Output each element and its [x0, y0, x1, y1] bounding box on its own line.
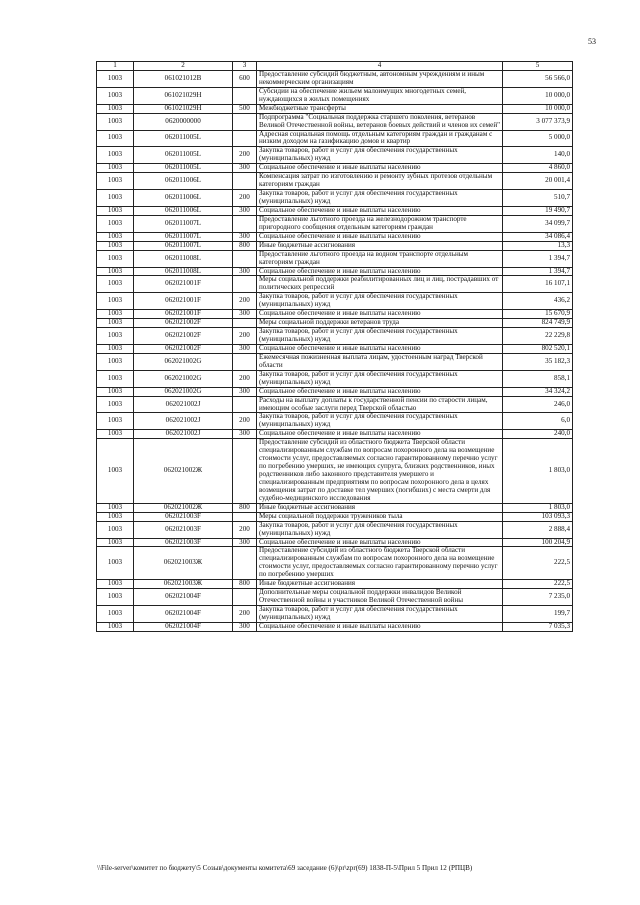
- cell-expense-type: 300: [233, 622, 257, 631]
- cell-expense-type: 300: [233, 310, 257, 319]
- table-row: [97, 589, 573, 606]
- cell-description: Предоставление льготного проезда на железнодорожном транспорте пригородного сообщения отдельным категориям граждан: [257, 215, 503, 232]
- cell-amount: 3 077 373,9: [503, 113, 573, 130]
- cell-target-article: 062021002J: [134, 396, 233, 413]
- cell-section-code: 1003: [97, 276, 134, 293]
- cell-description: Закупка товаров, работ и услуг для обеспечения государственных (муниципальных) нужд: [257, 328, 503, 345]
- cell-section-code: 1003: [97, 606, 134, 623]
- header-col-1: 1: [97, 62, 134, 71]
- table-row: [97, 250, 573, 267]
- cell-section-code: 1003: [97, 250, 134, 267]
- cell-description: Меры социальной поддержки ветеранов труда: [257, 319, 503, 328]
- cell-expense-type: 300: [233, 164, 257, 173]
- cell-description: Ежемесячная пожизненная выплата лицам, удостоенным наград Тверской области: [257, 353, 503, 370]
- cell-amount: 222,5: [503, 547, 573, 580]
- cell-expense-type: 300: [233, 267, 257, 276]
- cell-expense-type: [233, 512, 257, 521]
- cell-amount: 6,0: [503, 413, 573, 430]
- table-row: [97, 293, 573, 310]
- cell-expense-type: 300: [233, 387, 257, 396]
- cell-amount: 20 001,4: [503, 173, 573, 190]
- cell-amount: 510,7: [503, 190, 573, 207]
- cell-description: Меры социальной поддержки тружеников тыла: [257, 512, 503, 521]
- cell-description: Дополнительные меры социальной поддержки инвалидов Великой Отечественной войны и участников Великой Отечественной войны: [257, 589, 503, 606]
- cell-expense-type: 300: [233, 206, 257, 215]
- cell-target-article: 062011005L: [134, 130, 233, 147]
- cell-description: Иные бюджетные ассигнования: [257, 503, 503, 512]
- header-col-4: 4: [257, 62, 503, 71]
- cell-target-article: 062021002Ж: [134, 503, 233, 512]
- cell-amount: 34 086,4: [503, 232, 573, 241]
- cell-section-code: 1003: [97, 521, 134, 538]
- cell-target-article: 062011007L: [134, 241, 233, 250]
- cell-section-code: 1003: [97, 173, 134, 190]
- cell-amount: 103 093,3: [503, 512, 573, 521]
- cell-description: Субсидии на обеспечение жильем малоимущих многодетных семей, нуждающихся в жилых помещениях: [257, 87, 503, 104]
- cell-target-article: 062021002Ж: [134, 439, 233, 504]
- table-row: [97, 503, 573, 512]
- cell-target-article: 0620000000: [134, 113, 233, 130]
- cell-target-article: 062021002G: [134, 387, 233, 396]
- cell-section-code: 1003: [97, 580, 134, 589]
- table-body: [97, 62, 573, 632]
- header-col-5: 5: [503, 62, 573, 71]
- cell-description: Закупка товаров, работ и услуг для обеспечения государственных (муниципальных) нужд: [257, 147, 503, 164]
- cell-amount: 34 324,2: [503, 387, 573, 396]
- cell-target-article: 062011007L: [134, 215, 233, 232]
- cell-target-article: 062021001F: [134, 310, 233, 319]
- cell-expense-type: 300: [233, 232, 257, 241]
- cell-description: Расходы на выплату доплаты к государственной пенсии по старости лицам, имеющим особые заслуги перед Тверской областью: [257, 396, 503, 413]
- cell-description: Закупка товаров, работ и услуг для обеспечения государственных (муниципальных) нужд: [257, 521, 503, 538]
- cell-description: Социальное обеспечение и иные выплаты населению: [257, 387, 503, 396]
- cell-amount: 1 394,7: [503, 250, 573, 267]
- cell-expense-type: [233, 353, 257, 370]
- table-row: [97, 328, 573, 345]
- cell-amount: 56 566,0: [503, 70, 573, 87]
- cell-section-code: 1003: [97, 130, 134, 147]
- cell-expense-type: 800: [233, 580, 257, 589]
- cell-section-code: 1003: [97, 344, 134, 353]
- cell-target-article: 062021002F: [134, 319, 233, 328]
- cell-target-article: 062011007L: [134, 232, 233, 241]
- cell-amount: 35 182,3: [503, 353, 573, 370]
- table-row: [97, 413, 573, 430]
- cell-amount: 1 803,0: [503, 439, 573, 504]
- cell-description: Меры социальной поддержки реабилитированных лиц и лиц, пострадавших от политических репрессий: [257, 276, 503, 293]
- cell-expense-type: [233, 439, 257, 504]
- cell-target-article: 062021003F: [134, 538, 233, 547]
- cell-section-code: 1003: [97, 293, 134, 310]
- cell-amount: 858,1: [503, 370, 573, 387]
- cell-expense-type: 200: [233, 413, 257, 430]
- cell-description: Предоставление льготного проезда на водном транспорте отдельным категориям граждан: [257, 250, 503, 267]
- cell-section-code: 1003: [97, 622, 134, 631]
- cell-description: Предоставление субсидий из областного бюджета Тверской области специализированным службам по вопросам похоронного дела на возмещение стоимости услуг, предоставляемых согласно гарантированному перечню услуг по погребению умерших, не имеющих супруга, близких родственников, иных родственников либо законного представителя умершего и специализированным предприятиям по вопросам похоронного дела в целях возмещения затрат по доставке тел умерших (погибших) с места смерти для судебно-медицинского исследования: [257, 439, 503, 504]
- cell-target-article: 062021004F: [134, 589, 233, 606]
- cell-target-article: 062011005L: [134, 147, 233, 164]
- cell-expense-type: [233, 173, 257, 190]
- cell-section-code: 1003: [97, 267, 134, 276]
- cell-section-code: 1003: [97, 164, 134, 173]
- cell-expense-type: [233, 87, 257, 104]
- cell-amount: 10 000,0: [503, 87, 573, 104]
- cell-description: Социальное обеспечение и иные выплаты населению: [257, 310, 503, 319]
- cell-expense-type: [233, 396, 257, 413]
- cell-target-article: 062021003F: [134, 512, 233, 521]
- table-row: [97, 370, 573, 387]
- cell-section-code: 1003: [97, 87, 134, 104]
- cell-target-article: 062021003Ж: [134, 547, 233, 580]
- cell-amount: 824 749,9: [503, 319, 573, 328]
- cell-amount: 199,7: [503, 606, 573, 623]
- cell-amount: 802 520,1: [503, 344, 573, 353]
- table-row: [97, 319, 573, 328]
- cell-section-code: 1003: [97, 206, 134, 215]
- table-row: [97, 512, 573, 521]
- cell-target-article: 062011008L: [134, 267, 233, 276]
- cell-expense-type: 300: [233, 344, 257, 353]
- cell-description: Социальное обеспечение и иные выплаты населению: [257, 206, 503, 215]
- cell-target-article: 062021002J: [134, 430, 233, 439]
- cell-section-code: 1003: [97, 328, 134, 345]
- cell-description: Иные бюджетные ассигнования: [257, 241, 503, 250]
- cell-target-article: 062021003F: [134, 521, 233, 538]
- table-row: [97, 206, 573, 215]
- cell-section-code: 1003: [97, 70, 134, 87]
- table-row: [97, 104, 573, 113]
- cell-amount: 34 099,7: [503, 215, 573, 232]
- cell-amount: 19 490,7: [503, 206, 573, 215]
- table-row: [97, 276, 573, 293]
- cell-amount: 246,0: [503, 396, 573, 413]
- cell-target-article: 062021002F: [134, 344, 233, 353]
- cell-amount: 436,2: [503, 293, 573, 310]
- cell-amount: 15 670,9: [503, 310, 573, 319]
- table-row: [97, 521, 573, 538]
- cell-description: Социальное обеспечение и иные выплаты населению: [257, 267, 503, 276]
- cell-amount: 2 888,4: [503, 521, 573, 538]
- cell-amount: 222,5: [503, 580, 573, 589]
- cell-description: Социальное обеспечение и иные выплаты населению: [257, 232, 503, 241]
- cell-amount: 13,3: [503, 241, 573, 250]
- cell-target-article: 062021004F: [134, 606, 233, 623]
- cell-section-code: 1003: [97, 538, 134, 547]
- table-row: [97, 310, 573, 319]
- budget-table: [96, 61, 573, 632]
- cell-amount: 5 000,0: [503, 130, 573, 147]
- cell-section-code: 1003: [97, 503, 134, 512]
- cell-target-article: 062021003Ж: [134, 580, 233, 589]
- cell-section-code: 1003: [97, 310, 134, 319]
- cell-amount: 10 000,0: [503, 104, 573, 113]
- cell-section-code: 1003: [97, 413, 134, 430]
- cell-expense-type: 800: [233, 503, 257, 512]
- cell-description: Закупка товаров, работ и услуг для обеспечения государственных (муниципальных) нужд: [257, 413, 503, 430]
- cell-section-code: 1003: [97, 589, 134, 606]
- cell-amount: 7 235,0: [503, 589, 573, 606]
- cell-target-article: 062011006L: [134, 206, 233, 215]
- page-number: 53: [588, 37, 596, 46]
- cell-expense-type: [233, 113, 257, 130]
- cell-description: Закупка товаров, работ и услуг для обеспечения государственных (муниципальных) нужд: [257, 370, 503, 387]
- cell-target-article: 062011008L: [134, 250, 233, 267]
- cell-amount: 240,0: [503, 430, 573, 439]
- cell-target-article: 062021001F: [134, 293, 233, 310]
- cell-expense-type: [233, 276, 257, 293]
- cell-description: Подпрограмма "Социальная поддержка старшего поколения, ветеранов Великой Отечественной войны, ветеранов боевых действий и членов их семей": [257, 113, 503, 130]
- cell-expense-type: [233, 319, 257, 328]
- cell-description: Закупка товаров, работ и услуг для обеспечения государственных (муниципальных) нужд: [257, 606, 503, 623]
- cell-target-article: 062021001F: [134, 276, 233, 293]
- cell-section-code: 1003: [97, 439, 134, 504]
- cell-description: Социальное обеспечение и иные выплаты населению: [257, 430, 503, 439]
- table-row: [97, 70, 573, 87]
- table-row: [97, 267, 573, 276]
- table-row: [97, 87, 573, 104]
- header-col-2: 2: [134, 62, 233, 71]
- table-row: [97, 622, 573, 631]
- cell-target-article: 062021002G: [134, 370, 233, 387]
- cell-expense-type: [233, 130, 257, 147]
- cell-target-article: 062011005L: [134, 164, 233, 173]
- cell-target-article: 062021002J: [134, 413, 233, 430]
- table-row: [97, 130, 573, 147]
- cell-description: Социальное обеспечение и иные выплаты населению: [257, 164, 503, 173]
- table-row: [97, 113, 573, 130]
- cell-amount: 4 860,0: [503, 164, 573, 173]
- cell-amount: 16 107,1: [503, 276, 573, 293]
- cell-description: Межбюджетные трансферты: [257, 104, 503, 113]
- cell-section-code: 1003: [97, 147, 134, 164]
- cell-expense-type: 200: [233, 521, 257, 538]
- cell-target-article: 062021002G: [134, 353, 233, 370]
- table-row: [97, 164, 573, 173]
- cell-amount: 1 394,7: [503, 267, 573, 276]
- table-row: [97, 353, 573, 370]
- table-row: [97, 439, 573, 504]
- cell-target-article: 061021029Н: [134, 87, 233, 104]
- table-row: [97, 232, 573, 241]
- cell-amount: 140,0: [503, 147, 573, 164]
- cell-expense-type: 200: [233, 147, 257, 164]
- cell-section-code: 1003: [97, 387, 134, 396]
- cell-expense-type: 200: [233, 606, 257, 623]
- table-row: [97, 173, 573, 190]
- cell-description: Закупка товаров, работ и услуг для обеспечения государственных (муниципальных) нужд: [257, 293, 503, 310]
- cell-description: Социальное обеспечение и иные выплаты населению: [257, 622, 503, 631]
- cell-expense-type: 200: [233, 293, 257, 310]
- cell-section-code: 1003: [97, 232, 134, 241]
- cell-expense-type: 300: [233, 430, 257, 439]
- cell-target-article: 061021012B: [134, 70, 233, 87]
- cell-section-code: 1003: [97, 190, 134, 207]
- cell-expense-type: [233, 215, 257, 232]
- cell-description: Предоставление субсидий бюджетным, автономным учреждениям и иным некоммерческим организациям: [257, 70, 503, 87]
- table-row: [97, 241, 573, 250]
- table-row: [97, 396, 573, 413]
- cell-section-code: 1003: [97, 215, 134, 232]
- cell-section-code: 1003: [97, 396, 134, 413]
- cell-expense-type: 200: [233, 190, 257, 207]
- cell-section-code: 1003: [97, 104, 134, 113]
- cell-description: Адресная социальная помощь отдельным категориям граждан и гражданам с низким доходом на газификацию домов и квартир: [257, 130, 503, 147]
- cell-expense-type: [233, 250, 257, 267]
- cell-amount: 22 229,8: [503, 328, 573, 345]
- cell-section-code: 1003: [97, 370, 134, 387]
- cell-expense-type: 800: [233, 241, 257, 250]
- cell-expense-type: 200: [233, 370, 257, 387]
- cell-expense-type: 200: [233, 328, 257, 345]
- cell-section-code: 1003: [97, 512, 134, 521]
- cell-target-article: 062021004F: [134, 622, 233, 631]
- table-row: [97, 580, 573, 589]
- cell-section-code: 1003: [97, 547, 134, 580]
- cell-section-code: 1003: [97, 319, 134, 328]
- cell-expense-type: [233, 589, 257, 606]
- cell-target-article: 062021002F: [134, 328, 233, 345]
- table-row: [97, 606, 573, 623]
- cell-description: Закупка товаров, работ и услуг для обеспечения государственных (муниципальных) нужд: [257, 190, 503, 207]
- cell-expense-type: 500: [233, 104, 257, 113]
- cell-expense-type: [233, 547, 257, 580]
- footer-file-path: \\File-server\комитет по бюджету\5 Созыв\документы комитета\69 заседание (6)\pr\zpr(69) 1838-П-5\Прил 5 Прил 12 (РПЦВ): [97, 864, 473, 872]
- cell-description: Социальное обеспечение и иные выплаты населению: [257, 344, 503, 353]
- cell-section-code: 1003: [97, 353, 134, 370]
- cell-section-code: 1003: [97, 113, 134, 130]
- cell-description: Компенсация затрат по изготовлению и ремонту зубных протезов отдельным категориям граждан: [257, 173, 503, 190]
- table-row: [97, 344, 573, 353]
- cell-amount: 7 035,3: [503, 622, 573, 631]
- cell-target-article: 061021029Н: [134, 104, 233, 113]
- cell-section-code: 1003: [97, 430, 134, 439]
- cell-section-code: 1003: [97, 241, 134, 250]
- cell-amount: 1 803,0: [503, 503, 573, 512]
- cell-description: Предоставление субсидий из областного бюджета Тверской области специализированным службам по вопросам похоронного дела на возмещение стоимости услуг, предоставляемых согласно гарантированному перечню услуг по погребению умерших: [257, 547, 503, 580]
- cell-expense-type: 600: [233, 70, 257, 87]
- cell-amount: 100 204,9: [503, 538, 573, 547]
- table-row: [97, 387, 573, 396]
- table-row: [97, 430, 573, 439]
- table-row: [97, 538, 573, 547]
- table-header-row: [97, 62, 573, 71]
- cell-target-article: 062011006L: [134, 190, 233, 207]
- cell-expense-type: 300: [233, 538, 257, 547]
- table-row: [97, 215, 573, 232]
- cell-description: Социальное обеспечение и иные выплаты населению: [257, 538, 503, 547]
- header-col-3: 3: [233, 62, 257, 71]
- cell-description: Иные бюджетные ассигнования: [257, 580, 503, 589]
- table-row: [97, 190, 573, 207]
- table-row: [97, 147, 573, 164]
- table-row: [97, 547, 573, 580]
- cell-target-article: 062011006L: [134, 173, 233, 190]
